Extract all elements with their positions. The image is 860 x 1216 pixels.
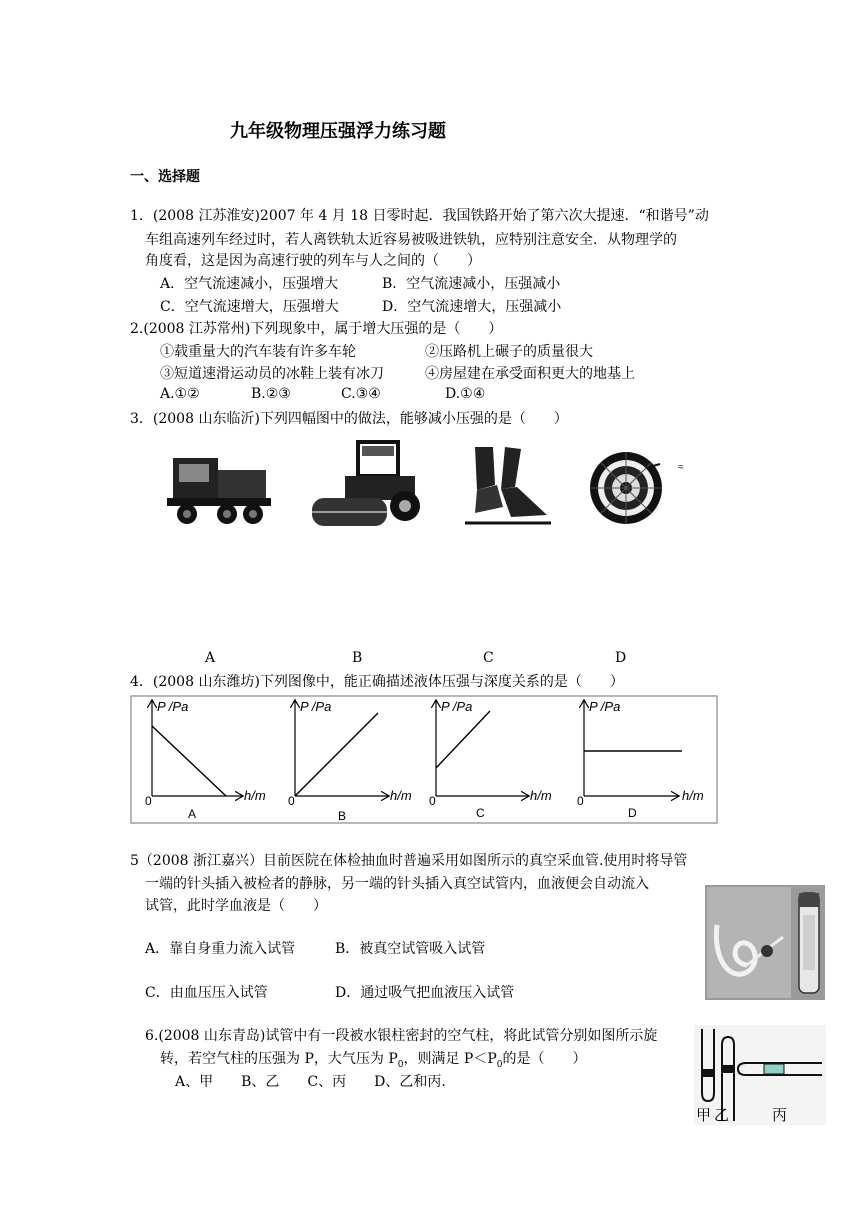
q1-option-d: D．空气流速增大，压强减小 — [382, 299, 562, 315]
graph-c-xlabel: h/m — [530, 788, 552, 803]
q5-line2: 一端的针头插入被检者的静脉，另一端的针头插入真空试管内，血液便会自动流入 — [145, 876, 649, 892]
graph-d-xlabel: h/m — [682, 788, 704, 803]
skate-boot-image — [455, 445, 555, 530]
q6-subscript-0b: 0 — [496, 1059, 503, 1070]
graph-d-origin: 0 — [577, 794, 584, 808]
q6-subscript-0: 0 — [397, 1059, 404, 1070]
q2-item3: ③短道速滑运动员的冰鞋上装有冰刀 — [160, 366, 384, 382]
dart-board-image — [588, 446, 693, 534]
q1-option-a: A．空气流速减小，压强增大 — [160, 276, 339, 292]
q3-label-d: D — [615, 650, 627, 666]
section-heading: 一、选择题 — [130, 169, 200, 185]
q5-line3: 试管，此时学血液是（ ） — [145, 898, 327, 914]
graph-c — [429, 699, 552, 820]
page-title: 九年级物理压强浮力练习题 — [230, 121, 446, 142]
graph-b-label: B — [338, 809, 347, 823]
q2-line1: 2.(2008 江苏常州)下列现象中，属于增大压强的是（ ） — [130, 321, 503, 337]
q2-option-d: D.①④ — [445, 386, 486, 402]
q1-line1: 1．(2008 江苏淮安)2007 年 4 月 18 日零时起．我国铁路开始了第六次大提速．“和谐号”动 — [130, 208, 709, 224]
q2-item2: ②压路机上碾子的质量很大 — [425, 344, 593, 360]
graph-b — [288, 699, 412, 823]
graph-c-origin: 0 — [429, 794, 436, 808]
graph-d-ylabel: P /Pa — [589, 699, 621, 714]
q2-item4: ④房屋建在承受面积更大的地基上 — [425, 366, 635, 382]
q6-line1: 6.(2008 山东青岛)试管中有一段被水银柱密封的空气柱，将此试管分别如图所示旋 — [145, 1028, 658, 1044]
pressure-depth-graphs — [130, 693, 720, 825]
q5-option-b: B．被真空试管吸入试管 — [335, 941, 486, 957]
graph-d-label: D — [628, 806, 637, 820]
q3-line1: 3．(2008 山东临沂)下列四幅图中的做法，能够减小压强的是（ ） — [130, 411, 568, 427]
q3-label-a: A — [205, 650, 216, 666]
tube-bing-mercury — [764, 1064, 784, 1074]
q5-line1: 5（2008 浙江嘉兴）目前医院在体检抽血时普遍采用如图所示的真空采血管.使用时将导管 — [130, 853, 688, 869]
graph-b-line — [295, 713, 378, 796]
graph-a — [145, 699, 266, 821]
graph-b-xlabel: h/m — [390, 788, 412, 803]
q3-label-b: B — [352, 650, 363, 666]
graph-c-ylabel: P /Pa — [441, 699, 473, 714]
q1-line2: 车组高速列车经过时，若人离铁轨太近容易被吸进铁轨，应特别注意安全．从物理学的 — [145, 232, 677, 248]
tube-yi-mercury — [723, 1065, 733, 1073]
graph-a-label: A — [188, 807, 197, 821]
svg-text:≈: ≈ — [678, 462, 684, 473]
q1-option-c: C．空气流速增大，压强增大 — [160, 299, 339, 315]
graph-a-xlabel: h/m — [244, 788, 266, 803]
graph-b-origin: 0 — [288, 794, 295, 808]
q5-option-c: C．由血压压入试管 — [145, 985, 268, 1001]
road-roller-image — [300, 438, 425, 530]
graph-a-origin: 0 — [145, 794, 152, 808]
graph-a-line — [152, 726, 226, 796]
q1-line3: 角度看，这是因为高速行驶的列车与人之间的（ ） — [145, 253, 481, 269]
graph-a-ylabel: P /Pa — [157, 699, 189, 714]
test-tube-figures — [694, 1025, 826, 1125]
graph-c-label: C — [476, 806, 485, 820]
graph-c-line — [436, 711, 490, 768]
graph-d — [577, 699, 704, 820]
q5-option-a: A．靠自身重力流入试管 — [145, 941, 296, 957]
truck-image — [165, 448, 275, 528]
q6-line2: 转，若空气柱的压强为 P，大气压为 $P_0$，则满足 $P<P_0$的是（ ） — [160, 1051, 587, 1070]
q2-item1: ①载重量大的汽车装有许多车轮 — [160, 344, 356, 360]
q2-option-b: B.②③ — [251, 386, 291, 402]
q2-option-c: C.③④ — [341, 386, 381, 402]
q5-option-d: D．通过吸气把血液压入试管 — [335, 985, 515, 1001]
tube-jia-mercury — [703, 1069, 713, 1077]
fig-label-bing: 丙 — [772, 1107, 788, 1124]
q6-options: A、甲 B、乙 C、丙 D、乙和丙. — [175, 1074, 446, 1090]
graph-b-ylabel: P /Pa — [300, 699, 332, 714]
vacuum-blood-tube-image — [705, 885, 825, 1000]
fig-label-yi: 乙 — [714, 1107, 730, 1124]
q4-line1: 4．(2008 山东潍坊)下列图像中，能正确描述液体压强与深度关系的是（ ） — [130, 674, 624, 690]
q3-label-c: C — [483, 650, 494, 666]
q1-option-b: B．空气流速减小，压强减小 — [382, 276, 561, 292]
q2-option-a: A.①② — [160, 386, 200, 402]
fig-label-jia: 甲 — [696, 1107, 712, 1124]
